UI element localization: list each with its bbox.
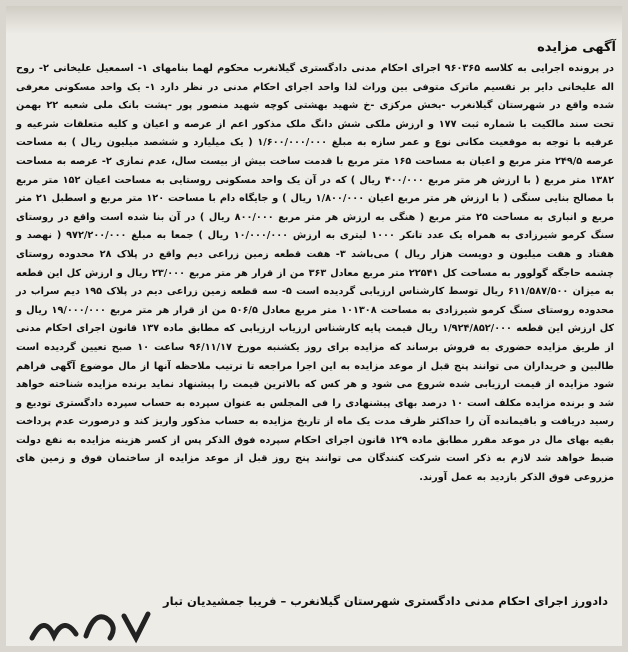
scan-shadow: [6, 6, 622, 34]
notice-title: آگهی مزایده: [537, 40, 616, 55]
notice-body: در پرونده اجرایی به کلاسه ۹۶۰۳۶۵ اجرای احکام مدنی دادگستری گیلانغرب محکوم لهما بنامهای ۱- اسمعیل علیخانی ۲- روح اله علیخانی دایر بر تقسیم ماترک متوفی بین وراث لذا واحد اجرای احکام مدنی در نظر دارد ۱- یک واحد مسکونی معرفی شده واقع در شهرستان گیلانغرب -بخش مرکزی -خ شهید بهشتی کوچه شهید منصور پور -پشت بانک ملی شعبه ۲۲ بهمن تحت سند مالکیت با شماره ثبت ۱۷۷ و ارزش ملکی شش دانگ ملک مذکور اعم از عرصه و اعیان و کلیه متعلقات شرعیه و عرفیه با توجه به موقعیت مکانی نوع و عمر سازه به مبلغ ۱/۶۰۰/۰۰۰/۰۰۰ ( یک میلیارد و ششصد میلیون ریال ) به مساحت عرصه ۲۴۹/۵ متر مربع و اعیان به مساحت ۱۶۵ متر مربع با قدمت ساخت بیش از بیست سال، عدم نمازی ۲- عرصه به مساحت ۱۳۸۲ متر مربع ( با ارزش هر متر مربع ۴۰۰/۰۰۰ ریال ) که در آن یک واحد مسکونی روستایی به مساحت اعیان ۱۵۲ متر مربع با مصالح بنایی سنگی ( با ارزش هر متر مربع اعیان ۱/۸۰۰/۰۰۰ ریال ) و جایگاه دام با مساحت ۱۲۰ متر مربع و اسطبل ۲۱ متر مربع و انباری به مساحت ۲۵ متر مربع ( هنگی به ارزش هر متر مربع ۸۰۰/۰۰۰ ریال ) در آن بنا شده است واقع در روستای سنگ کرمو شیرزادی به همراه یک عدد تانکر ۱۰۰۰ لیتری به ارزش ۱۰/۰۰۰/۰۰۰ ریال ) جمعا به مبلغ ۹۷۲/۲۰۰/۰۰۰ ( نهصد و هفتاد و هفت میلیون و دویست هزار ریال ) می‌باشد ۳- هفت قطعه زمین زراعی دیم واقع در پلاک ۲۸ محدوده روستای چشمه حاجگه گولوور به مساحت کل ۲۲۵۴۱ متر مربع معادل ۳۶۳ من از قرار هر متر مربع ۲۳/۰۰۰ ریال و ارزش کل این قطعه به میزان ۶۱۱/۵۸۷/۵۰۰ ریال توسط کارشناس ارزیابی گردیده است ۵- سه قطعه زمین زراعی دیم در پلاک ۱۹۵ دیم سراب در محدوده روستای سنگ کرمو شیرزادی به مساحت ۱۰۱۳۰۸ متر مربع معادل ۵۰۶/۵ من از قرار هر متر مربع ۱۹/۰۰۰/۰۰۰ ریال و کل ارزش این قطعه ۱/۹۲۴/۸۵۲/۰۰۰ ریال قیمت پایه کارشناس ارزیاب ارزیابی که مطابق ماده ۱۳۷ قانون اجرای احکام مدنی از طریق مزایده حضوری به فروش برساند که مزایده برای روز یکشنبه مورخ ۹۶/۱۱/۱۷ ساعت ۱۰ صبح تعیین گردیده است طالبین و خریداران می توانند پنج قبل از موعد مزایده به این اجرا مراجعه تا ترتیب ملاحظه آنها از مال موضوع آگهی فراهم شود مزایده از قیمت ارزیابی شده شروع می شود و هر کس که بالاترین قیمت را پیشنهاد نماید برنده مزایده شناخته خواهد شد و برنده مزایده مکلف است ۱۰ درصد بهای پیشنهادی را فی المجلس به عنوان سپرده به حساب سپرده دادگستری تودیع و رسید دریافت و باقیمانده آن را حداکثر ظرف مدت یک ماه از تاریخ مزایده به حساب مذکور واریز کند و درصورت عدم پرداخت بقیه بهای مال در موعد مقرر مطابق ماده ۱۲۹ قانون اجرای احکام سپرده فوق الذکر پس از کسر هزینه مزایده به نفع دولت ضبط خواهد شد لازم به ذکر است شرکت کنندگان می توانند پنج روز قبل از موعد مزایده از ساختمان فوق و زمین های مزروعی فوق الذکر بازدید به عمل آورند.: [16, 63, 615, 484]
notice-signature: دادورز اجرای احکام مدنی دادگستری شهرستان گیلانغرب – فریبا جمشیدیان تبار: [163, 594, 608, 608]
newspaper-clipping: [6, 6, 622, 646]
handwritten-number-stamp: [24, 608, 154, 644]
